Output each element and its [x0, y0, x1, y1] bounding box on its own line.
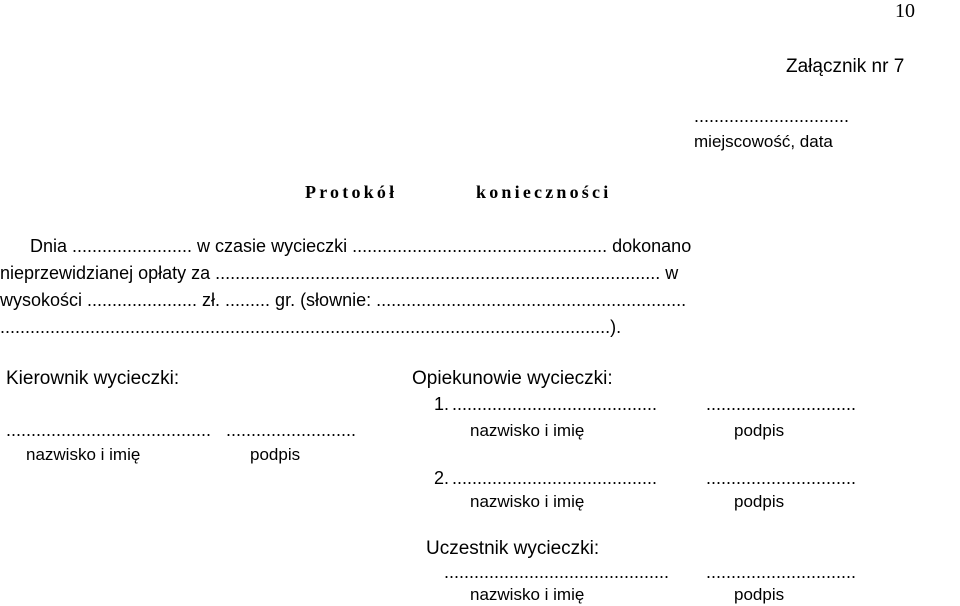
- body-line-4: ..........................................................................................................................).: [0, 317, 622, 337]
- leader-name-label: nazwisko i imię: [26, 445, 141, 464]
- guardian-2-name-label: nazwisko i imię: [470, 492, 585, 511]
- guardian-2-name-dots: .........................................: [452, 468, 658, 488]
- document-title-word1: Protokół: [305, 182, 398, 202]
- place-date-dots: ...............................: [694, 106, 850, 126]
- leader-sign-dots: ..........................: [226, 420, 357, 440]
- guardian-1-number: 1.: [434, 394, 450, 414]
- page-number: 10: [895, 0, 915, 22]
- participant-name-dots: .............................................: [444, 562, 670, 582]
- participant-heading: Uczestnik wycieczki:: [426, 538, 600, 559]
- leader-sign-label: podpis: [250, 445, 301, 464]
- body-line-3: wysokości ...................... zł. ......... gr. (słownie: ..............................................................: [0, 290, 687, 310]
- attachment-label: Załącznik nr 7: [786, 56, 905, 77]
- guardian-2-number: 2.: [434, 468, 450, 488]
- leader-heading: Kierownik wycieczki:: [6, 368, 180, 389]
- participant-name-label: nazwisko i imię: [470, 585, 585, 604]
- participant-sign-label: podpis: [734, 585, 785, 604]
- guardian-2-sign-label: podpis: [734, 492, 785, 511]
- guardian-1-sign-label: podpis: [734, 421, 785, 440]
- leader-name-dots: .........................................: [6, 420, 212, 440]
- participant-sign-dots: ..............................: [706, 562, 857, 582]
- body-line-2: nieprzewidzianej opłaty za ......................................................................................... w: [0, 263, 679, 283]
- guardian-1-sign-dots: ..............................: [706, 394, 857, 414]
- guardians-heading: Opiekunowie wycieczki:: [412, 368, 613, 389]
- body-line-1: Dnia ........................ w czasie wycieczki ................................................... dokonano: [30, 236, 692, 256]
- guardian-2-sign-dots: ..............................: [706, 468, 857, 488]
- place-date-label: miejscowość, data: [694, 132, 833, 151]
- guardian-1-name-label: nazwisko i imię: [470, 421, 585, 440]
- guardian-1-name-dots: .........................................: [452, 394, 658, 414]
- document-title-word2: konieczności: [476, 182, 612, 202]
